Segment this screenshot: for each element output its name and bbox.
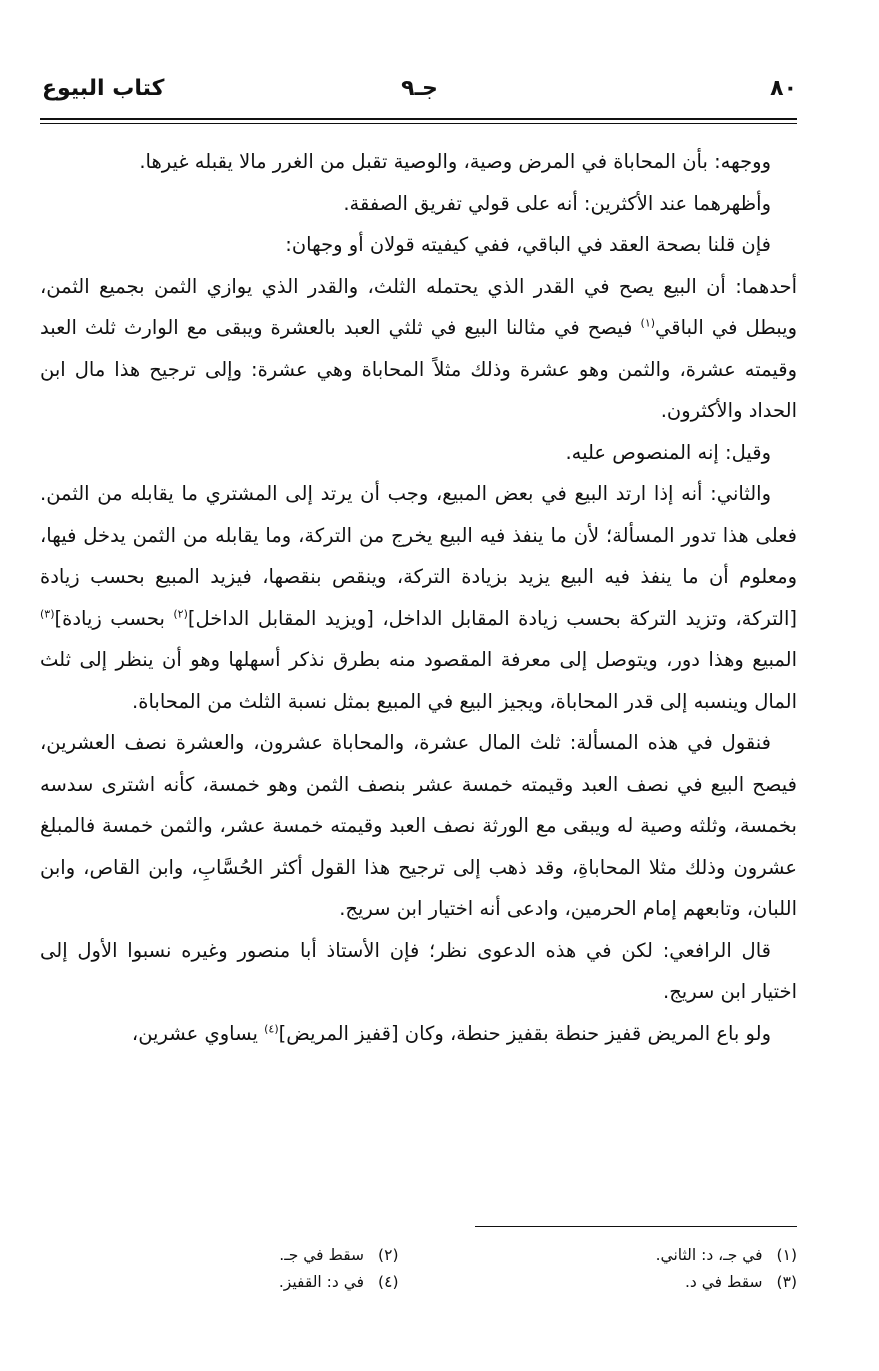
footnote-2 xyxy=(40,1242,399,1269)
paragraph-9-text-a: ولو باع المريض قفيز حنطة بقفيز حنطة، وكان [قفيز المريض] xyxy=(278,1021,771,1045)
paragraph-6-text-a: والثاني: أنه إذا ارتد البيع في بعض المبيع، وجب أن يرتد إلى المشتري ما يقابله من الثمن. فعلى هذا تدور المسألة؛ لأن ما ينفذ فيه البيع يخرج من التركة، وما يقابله من الثمن يدخل فيها، ومعلوم أن ما ينفذ فيه البيع يزيد بزيادة التركة، وينقص بنقصها، فيزيد المبيع بحسب زيادة [التركة، وتزيد التركة بحسب زيادة المقابل الداخل، [ويزيد المقابل الداخل] xyxy=(40,482,798,630)
footnote-ref-2: (٢) xyxy=(173,607,188,620)
page-number: ٨٠ xyxy=(770,76,797,101)
paragraph-9 xyxy=(40,1013,797,1055)
footnote-3 xyxy=(439,1269,798,1296)
paragraph-7: فنقول في هذه المسألة: ثلث المال عشرة، والمحاباة عشرون، والعشرة نصف العشرين، فيصح البيع في نصف العبد وقيمته خمسة عشر بنصف الثمن وهو خمسة، كأنه اشترى سدسه بخمسة، وثلثه وصية له ويبقى مع الورثة نصف العبد وقيمته خمسة عشر، والثمن خمسة فالمبلغ عشرون وذلك مثلا المحاباةِ، وقد ذهب إلى ترجيح هذا القول أكثر الحُسَّابِ، وابن القاص، وابن اللبان، وتابعهم إمام الحرمين، وادعى أنه اختيار ابن سريج. xyxy=(40,731,797,920)
footnote-1 xyxy=(439,1242,798,1269)
footnote-3-number: (٣) xyxy=(776,1273,797,1291)
paragraph-9-text-b: يساوي عشرين، xyxy=(131,1021,265,1045)
footnotes xyxy=(40,1242,797,1296)
paragraph-6 xyxy=(40,473,797,722)
footnote-ref-3: (٣) xyxy=(40,607,55,620)
footnote-ref-4: (٤) xyxy=(264,1022,279,1035)
paragraph-1: ووجهه: بأن المحاباة في المرض وصية، والوصية تقبل من الغرر مالا يقبله غيرها. xyxy=(139,150,771,173)
volume-label: جـ٩ xyxy=(401,76,438,101)
footnote-2-number: (٢) xyxy=(378,1246,399,1264)
paragraph-2: وأظهرهما عند الأكثرين: أنه على قولي تفريق الصفقة. xyxy=(343,191,771,215)
paragraph-4-text-a: أحدهما: أن البيع يصح في القدر الذي يحتمله الثلث، والقدر الذي يوازي الثمن بجميع الثمن، ويبطل في الباقي xyxy=(40,274,797,339)
header-rule-thick xyxy=(40,118,797,120)
paragraph-3: فإن قلنا بصحة العقد في الباقي، ففي كيفيته قولان أو وجهان: xyxy=(285,233,771,256)
footnote-3-text: سقط في د. xyxy=(684,1273,763,1291)
paragraph-4-text-b: فيصح في مثالنا البيع في ثلثي العبد بالعشرة ويبقى مع الوارث ثلث العبد وقيمته عشرة، والثمن وهو عشرة وذلك مثلاً المحاباة وهي عشرة: وإلى ترجيح هذا مال ابن الحداد والأكثرون. xyxy=(40,316,797,422)
paragraph-6-text-c: المبيع وهذا دور، ويتوصل إلى معرفة المقصود منه بطرق نذكر أسهلها وهو أن ينظر إلى ثلث المال وينسبه إلى قدر المحاباة، ويجيز البيع في المبيع بمثل نسبة الثلث من المحاباة. xyxy=(40,648,797,713)
paragraph-6-text-b: بحسب زيادة] xyxy=(54,606,174,630)
body-text xyxy=(40,141,797,1054)
footnote-4-text: في د: القفيز. xyxy=(278,1273,365,1291)
book-title: كتاب البيوع xyxy=(42,76,165,101)
paragraph-8: قال الرافعي: لكن في هذه الدعوى نظر؛ فإن الأستاذ أبا منصور وغيره نسبوا الأول إلى اختيار ابن سريج. xyxy=(40,938,797,1003)
header-rule-thin xyxy=(40,123,797,124)
footnote-ref-1: (١) xyxy=(640,316,656,330)
footnote-2-text: سقط في جـ. xyxy=(279,1246,365,1264)
footnote-1-text: في جـ، د: الثاني. xyxy=(655,1246,763,1264)
paragraph-4 xyxy=(40,266,797,432)
footnote-rule xyxy=(475,1226,797,1227)
footnote-4 xyxy=(40,1269,399,1296)
page-header xyxy=(42,76,797,116)
paragraph-5: وقيل: إنه المنصوص عليه. xyxy=(565,440,771,464)
footnote-4-number: (٤) xyxy=(378,1273,399,1291)
footnote-1-number: (١) xyxy=(776,1246,797,1264)
